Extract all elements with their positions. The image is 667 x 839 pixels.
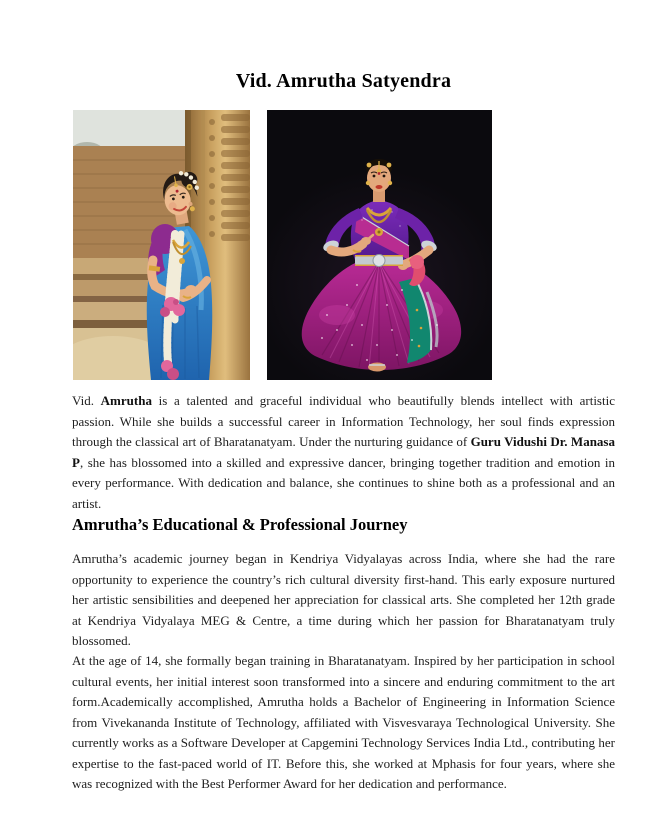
- intro-paragraph: Vid. Amrutha is a talented and graceful individual who beautifully blends intellect with artistic passion. While she builds a successful career in Information Technology, her soul finds expression through the classical art of Bharatanatyam. Under the nurturing guidance of Guru Vidushi Dr. Manasa P, she has blossomed into a skilled and expressive dancer, bringing together tradition and emotion in every performance. With dedication and balance, she continues to shine both as a professional and an artist.: [72, 393, 615, 511]
- photo-row: [73, 110, 492, 380]
- section-heading: Amrutha’s Educational & Professional Journey: [72, 515, 408, 534]
- stage-photo: [267, 110, 492, 380]
- stage-photo-illustration: [267, 110, 492, 380]
- journey-paragraph-2: At the age of 14, she formally began training in Bharatanatyam. Inspired by her participation in school cultural events, her initial interest soon transformed into a sincere and enduring commitment to the art form.Academically accomplished, Amrutha holds a Bachelor of Engineering in Information Science from Vivekananda Institute of Technology, affiliated with Visvesvaraya Technological University. She currently works as a Software Developer at Capgemini Technology Services India Ltd., contributing her expertise to the fast-paced world of IT. Before this, she worked at Mphasis for four years, where she was recognized with the Best Performer Award for her dedication and performance.: [72, 653, 615, 791]
- temple-photo: [73, 110, 250, 380]
- journey-paragraph-1: Amrutha’s academic journey began in Kendriya Vidyalayas across India, where she had the rare opportunity to experience the country’s rich cultural diversity first-hand. This early exposure nurtured her artistic sensibilities and deepened her appreciation for classical arts. She completed her 12th grade at Kendriya Vidyalaya MEG & Centre, a time during which her passion for Bharatanatyam truly blossomed.: [72, 551, 615, 648]
- page-title: Vid. Amrutha Satyendra: [235, 70, 452, 92]
- temple-photo-illustration: [73, 110, 250, 380]
